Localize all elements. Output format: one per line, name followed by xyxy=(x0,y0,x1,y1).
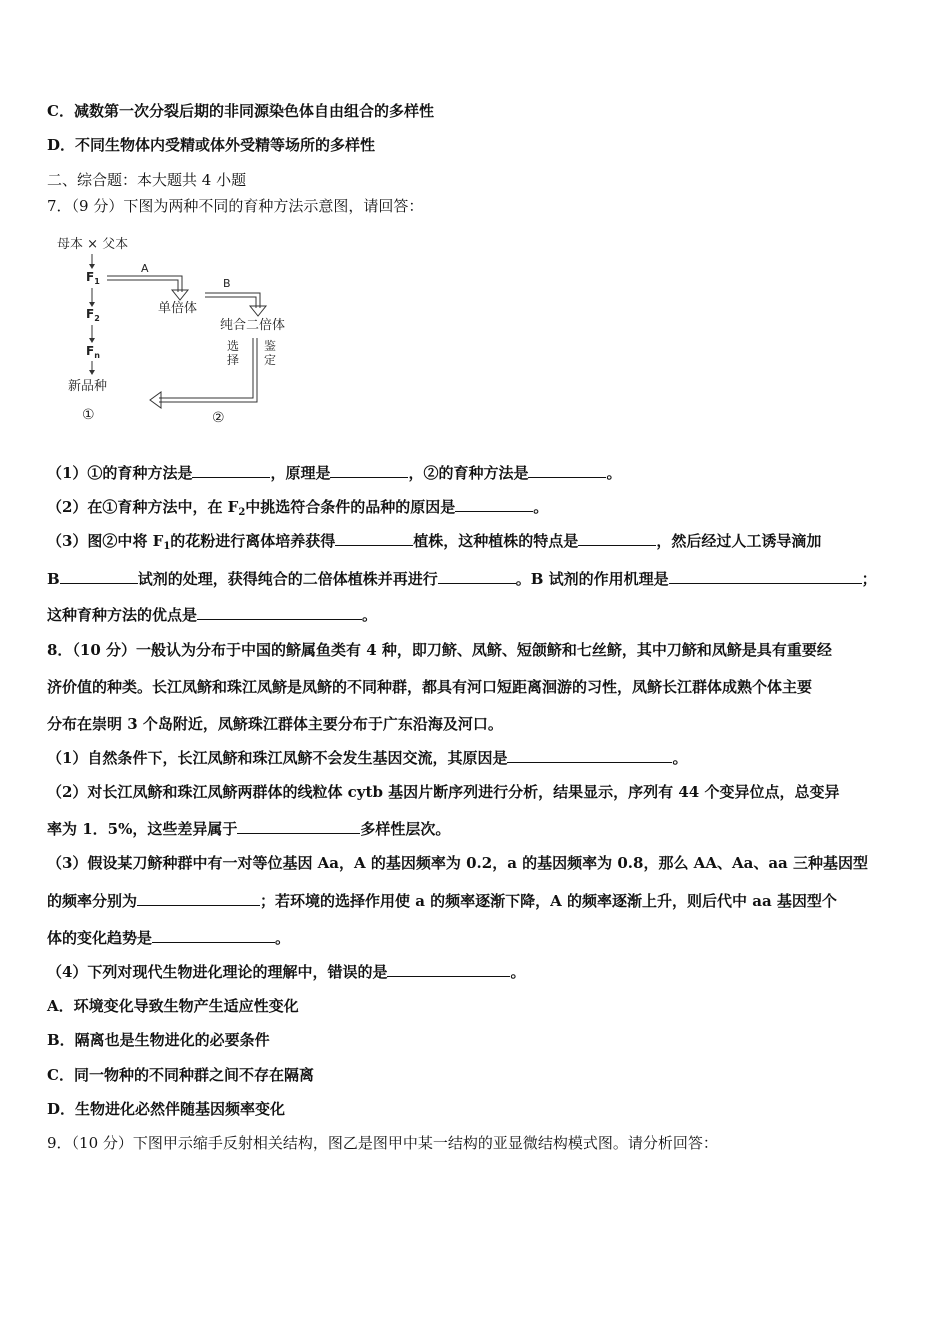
q7-part1: （1）①的育种方法是 ，原理是 ，②的育种方法是 。 xyxy=(47,464,622,482)
diagram-pure-diploid: 纯合二倍体 xyxy=(220,318,286,333)
svg-text:选: 选 xyxy=(227,339,240,353)
answer-blank[interactable] xyxy=(137,891,260,906)
diagram-parents: 母本 × 父本 xyxy=(57,237,129,252)
answer-blank[interactable] xyxy=(330,463,408,478)
q8-option-d: D．生物进化必然伴随基因频率变化 xyxy=(47,1100,286,1118)
option-d: D．不同生物体内受精或体外受精等场所的多样性 xyxy=(47,136,376,154)
q8-option-c: C．同一物种的不同种群之间不存在隔离 xyxy=(47,1066,314,1084)
q7-part2: （2）在①育种方法中，在 $F_2$中挑选符合条件的品种的原因是 。 xyxy=(47,498,549,518)
diagram-circle-1: ① xyxy=(82,407,95,423)
q8-option-b: B．隔离也是生物进化的必要条件 xyxy=(47,1031,270,1049)
diagram-identify xyxy=(264,338,276,367)
q8-part3-line3: 体的变化趋势是 。 xyxy=(47,929,291,947)
diagram-label-a: A xyxy=(141,262,149,275)
q8-part2-line1: （2）对长江凤鲚和珠江凤鲚两群体的线粒体 cytb 基因片断序列进行分析，结果显示，序列有 44 个变异位点，总变异 xyxy=(47,783,840,801)
option-c: C．减数第一次分裂后期的非同源染色体自由组合的多样性 xyxy=(47,102,434,120)
q8-part3-line1: （3）假设某刀鲚种群中有一对等位基因 Aa，A 的基因频率为 0.2，a 的基因频率为 0.8，那么 AA、Aa、aa 三种基因型 xyxy=(47,854,868,872)
q8-part3-line2: 的频率分别为 ；若环境的选择作用使 a 的频率逐渐下降，A 的频率逐渐上升，则后代中 aa 基因型个 xyxy=(47,892,837,910)
diagram-f1: $F_1$ xyxy=(86,270,100,286)
q8-part2-line2: 率为 1．5%，这些差异属于 多样性层次。 xyxy=(47,820,451,838)
q8-stem-line3: 分布在崇明 3 个岛附近，凤鲚珠江群体主要分布于广东沿海及河口。 xyxy=(47,715,503,733)
diagram-new-variety: 新品种 xyxy=(68,379,108,394)
answer-blank[interactable] xyxy=(387,962,510,977)
diagram-select xyxy=(227,338,239,367)
question-9-stem: 9．（10 分）下图甲示缩手反射相关结构，图乙是图甲中某一结构的亚显微结构模式图。请分析回答： xyxy=(47,1134,718,1152)
section-heading: 二、综合题：本大题共 4 小题 xyxy=(47,171,247,189)
answer-blank[interactable] xyxy=(60,569,138,584)
svg-text:鉴: 鉴 xyxy=(264,339,277,353)
q7-part3-line1: （3）图②中将 $F_1$的花粉进行离体培养获得 植株，这种植株的特点是 ，然后经过人工诱导滴加 xyxy=(47,532,822,552)
answer-blank[interactable] xyxy=(237,819,360,834)
answer-blank[interactable] xyxy=(528,463,606,478)
diagram-haploid: 单倍体 xyxy=(158,301,198,316)
svg-text:择: 择 xyxy=(227,353,240,367)
diagram-circle-2: ② xyxy=(212,410,225,426)
svg-text:定: 定 xyxy=(264,353,277,367)
answer-blank[interactable] xyxy=(455,497,533,512)
answer-blank[interactable] xyxy=(152,928,275,943)
answer-blank[interactable] xyxy=(192,463,270,478)
diagram-f2: $F_2$ xyxy=(86,307,100,323)
answer-blank[interactable] xyxy=(335,531,413,546)
answer-blank[interactable] xyxy=(438,569,516,584)
q8-stem-line2: 济价值的种类。长江凤鲚和珠江凤鲚是凤鲚的不同种群，都具有河口短距离洄游的习性，凤鲚长江群体成熟个体主要 xyxy=(47,678,813,696)
breeding-diagram xyxy=(55,232,305,432)
q8-part1: （1）自然条件下，长江凤鲚和珠江凤鲚不会发生基因交流，其原因是 。 xyxy=(47,749,688,767)
q8-stem-line1: 8．（10 分）一般认为分布于中国的鲚属鱼类有 4 种，即刀鲚、凤鲚、短颌鲚和七丝鲚，其中刀鲚和凤鲚是具有重要经 xyxy=(47,641,832,659)
q8-part4: （4）下列对现代生物进化理论的理解中，错误的是 。 xyxy=(47,963,526,981)
q8-option-a: A．环境变化导致生物产生适应性变化 xyxy=(47,997,299,1015)
answer-blank[interactable] xyxy=(507,748,672,763)
diagram-label-b: B xyxy=(223,277,231,290)
q7-part3-line2: B 试剂的处理，获得纯合的二倍体植株并再进行 。B 试剂的作用机理是 ； xyxy=(47,570,877,588)
question-7-stem: 7．（9 分）下图为两种不同的育种方法示意图，请回答： xyxy=(47,197,424,215)
answer-blank[interactable] xyxy=(669,569,862,584)
answer-blank[interactable] xyxy=(197,605,362,620)
answer-blank[interactable] xyxy=(578,531,656,546)
diagram-fn: $F_n$ xyxy=(86,344,100,360)
q7-part3-line3: 这种育种方法的优点是 。 xyxy=(47,606,378,624)
